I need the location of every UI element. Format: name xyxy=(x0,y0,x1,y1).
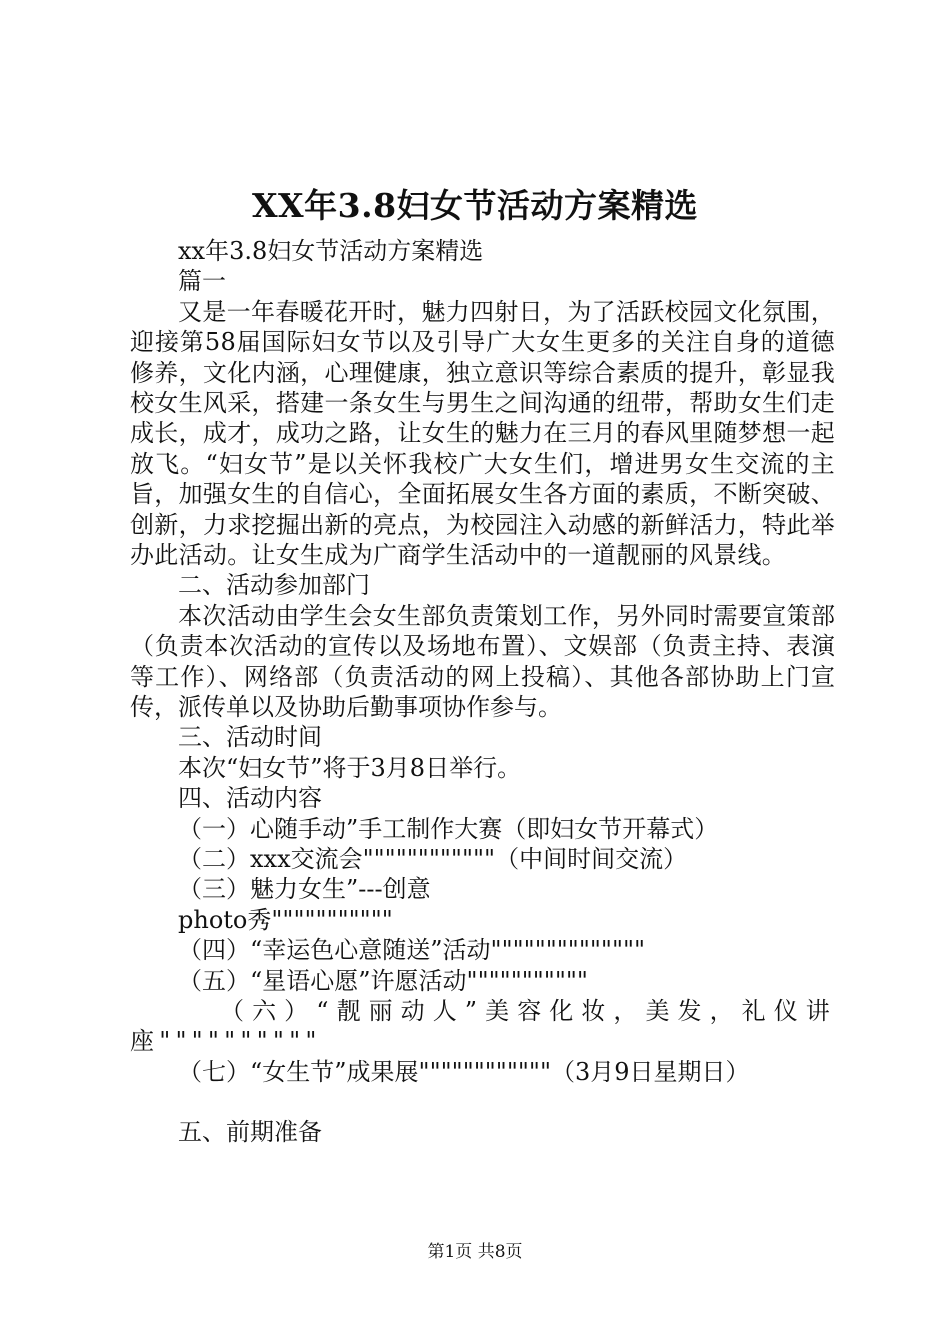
time-paragraph: 本次“妇女节”将于3月8日举行。 xyxy=(178,753,522,782)
document-title: XX年3.8妇女节活动方案精选 xyxy=(251,186,699,225)
content-item: （一）心随手动”手工制作大赛（即妇女节开幕式） xyxy=(178,814,719,843)
document-subtitle: xx年3.8妇女节活动方案精选 xyxy=(178,237,484,265)
part-label: 篇一 xyxy=(178,267,226,296)
content-item: photo秀""""""""""" xyxy=(178,905,393,934)
section-heading-content: 四、活动内容 xyxy=(178,784,322,813)
section-heading-time: 三、活动时间 xyxy=(178,723,322,752)
content-item: （二）xxx交流会""""""""""""（中间时间交流） xyxy=(178,845,688,874)
content-item: （四）“幸运色心意随送”活动"""""""""""""" xyxy=(178,936,646,965)
content-item: （七）“女生节”成果展""""""""""""（3月9日星期日） xyxy=(178,1057,750,1086)
section-heading-departments: 二、活动参加部门 xyxy=(178,571,370,600)
content-item: （六）“靓丽动人”美容化妆，美发，礼仪讲座"""""""""" xyxy=(130,996,835,1056)
document-body xyxy=(130,236,835,1148)
section-heading-preparation: 五、前期准备 xyxy=(178,1118,322,1147)
departments-paragraph: 本次活动由学生会女生部负责策划工作，另外同时需要宣策部（负责本次活动的宣传以及场地布置）、文娱部（负责主持、表演等工作）、网络部（负责活动的网上投稿）、其他各部协助上门宣传，派传单以及协助后勤事项协作参与。 xyxy=(130,601,835,722)
content-item: （五）“星语心愿”许愿活动""""""""""" xyxy=(178,966,588,995)
intro-paragraph: 又是一年春暖花开时，魅力四射日，为了活跃校园文化氛围，迎接第58届国际妇女节以及引导广大女生更多的关注自身的道德修养，文化内涵，心理健康，独立意识等综合素质的提升，彰显我校女生风采，搭建一条女生与男生之间沟通的纽带，帮助女生们走成长，成才，成功之路，让女生的魅力在三月的春风里随梦想一起放飞。“妇女节”是以关怀我校广大女生们，增进男女生交流的主旨，加强女生的自信心，全面拓展女生各方面的素质，不断突破、创新，力求挖掘出新的亮点，为校园注入动感的新鲜活力，特此举办此活动。让女生成为广商学生活动中的一道靓丽的风景线。 xyxy=(130,297,835,570)
page-footer: 第1页 共8页 xyxy=(427,1242,523,1262)
content-item: （三）魅力女生”---创意 xyxy=(178,875,431,904)
